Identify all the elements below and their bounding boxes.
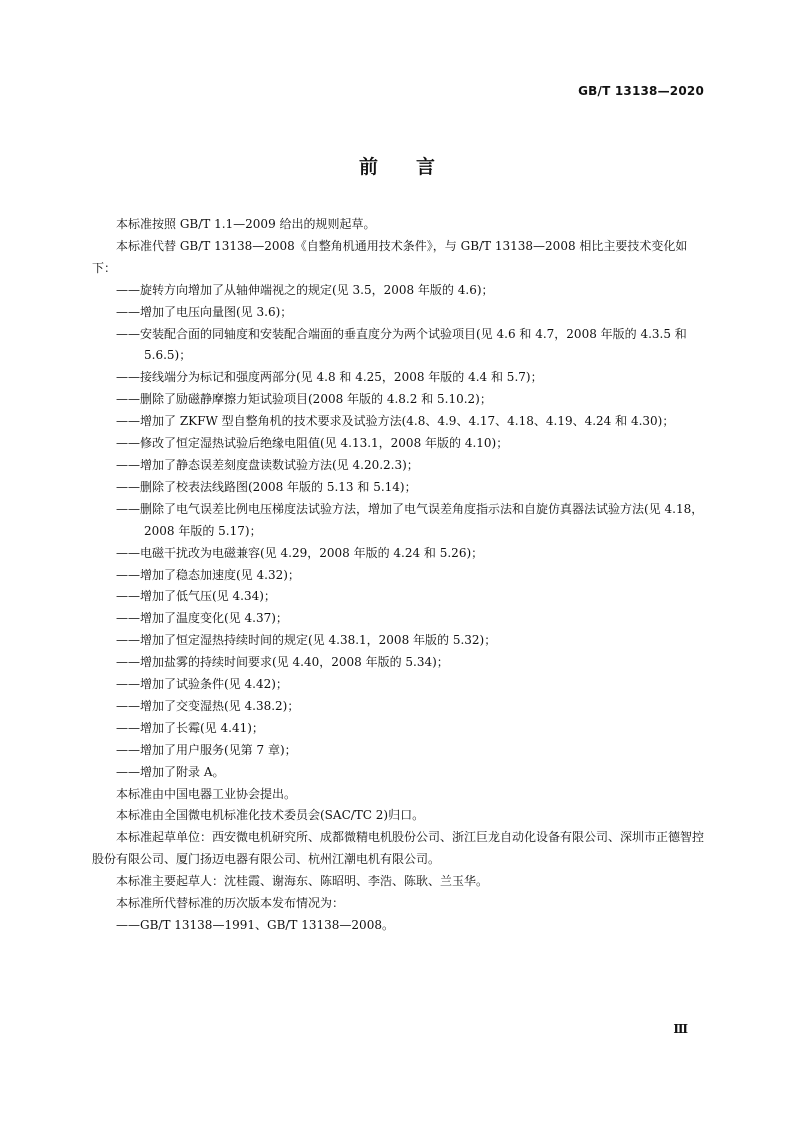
change-list-item: ——增加了试验条件(见 4.42)； — [116, 677, 288, 692]
change-list-item: ——增加了电压向量图(见 3.6)； — [116, 304, 293, 319]
change-list-item: ——删除了校表法线路图(2008 年版的 5.13 和 5.14)； — [116, 479, 417, 494]
page-title — [0, 152, 794, 179]
change-list-item: ——电磁干扰改为电磁兼容(见 4.29，2008 年版的 4.24 和 5.26)； — [116, 545, 484, 560]
page-number: Ⅲ — [673, 1022, 688, 1036]
closing-paragraph: 本标准由全国微电机标准化技术委员会(SAC/TC 2)归口。 — [116, 808, 425, 823]
change-list-item: ——修改了恒定湿热试验后绝缘电阻值(见 4.13.1，2008 年版的 4.10)； — [116, 436, 509, 451]
document-body — [92, 214, 706, 937]
change-list-item: ——删除了电气误差比例电压梯度法试验方法，增加了电气误差角度指示法和自旋仿真器法试验方法(见 4.18，2008 年版的 5.17)； — [116, 501, 704, 538]
change-list-item: ——增加了静态误差刻度盘读数试验方法(见 4.20.2.3)； — [116, 457, 419, 472]
change-list-item: ——增加了低气压(见 4.34)； — [116, 589, 276, 604]
history-list-item: ——GB/T 13138—1991、GB/T 13138—2008。 — [116, 918, 394, 932]
change-list-item: ——增加盐雾的持续时间要求(见 4.40，2008 年版的 5.34)； — [116, 655, 449, 670]
change-list-item: ——增加了交变湿热(见 4.38.2)； — [116, 698, 300, 713]
page-title-part2: 言 — [416, 156, 436, 178]
change-list-item: ——增加了稳态加速度(见 4.32)； — [116, 567, 300, 582]
closing-paragraph: 本标准起草单位：西安微电机研究所、成都微精电机股份公司、浙江巨龙自动化设备有限公司、深圳市正德智控股份有限公司、厦门扬迈电器有限公司、杭州江潮电机有限公司。 — [92, 830, 705, 867]
intro-paragraph: 本标准代替 GB/T 13138—2008《自整角机通用技术条件》，与 GB/T 13138—2008 相比主要技术变化如下： — [92, 238, 688, 275]
change-list-item: ——旋转方向增加了从轴伸端视之的规定(见 3.5，2008 年版的 4.6)； — [116, 282, 494, 297]
change-list-item: ——增加了附录 A。 — [116, 764, 225, 779]
change-list-item: ——增加了温度变化(见 4.37)； — [116, 611, 288, 626]
change-list-item: ——增加了 ZKFW 型自整角机的技术要求及试验方法(4.8、4.9、4.17、4.18、4.19、4.24 和 4.30)； — [116, 414, 675, 429]
change-list-item: ——安装配合面的同轴度和安装配合端面的垂直度分为两个试验项目(见 4.6 和 4.7，2008 年版的 4.3.5 和 5.6.5)； — [116, 326, 687, 363]
change-list-item: ——增加了恒定湿热持续时间的规定(见 4.38.1，2008 年版的 5.32)； — [116, 633, 497, 648]
closing-paragraph: 本标准所代替标准的历次版本发布情况为： — [116, 896, 345, 911]
page-title-part1: 前 — [358, 156, 378, 178]
change-list-item: ——增加了用户服务(见第 7 章)； — [116, 742, 297, 757]
closing-paragraph: 本标准主要起草人：沈桂霞、谢海东、陈昭明、李浩、陈耿、兰玉华。 — [116, 874, 489, 889]
standard-id-header: GB/T 13138—2020 — [578, 84, 704, 98]
closing-paragraph: 本标准由中国电器工业协会提出。 — [116, 786, 297, 801]
change-list-item: ——删除了励磁静摩擦力矩试验项目(2008 年版的 4.8.2 和 5.10.2)； — [116, 392, 492, 407]
intro-paragraph: 本标准按照 GB/T 1.1—2009 给出的规则起草。 — [116, 217, 376, 231]
change-list-item: ——接线端分为标记和强度两部分(见 4.8 和 4.25，2008 年版的 4.4 和 5.7)； — [116, 370, 543, 385]
change-list-item: ——增加了长霉(见 4.41)； — [116, 720, 264, 735]
